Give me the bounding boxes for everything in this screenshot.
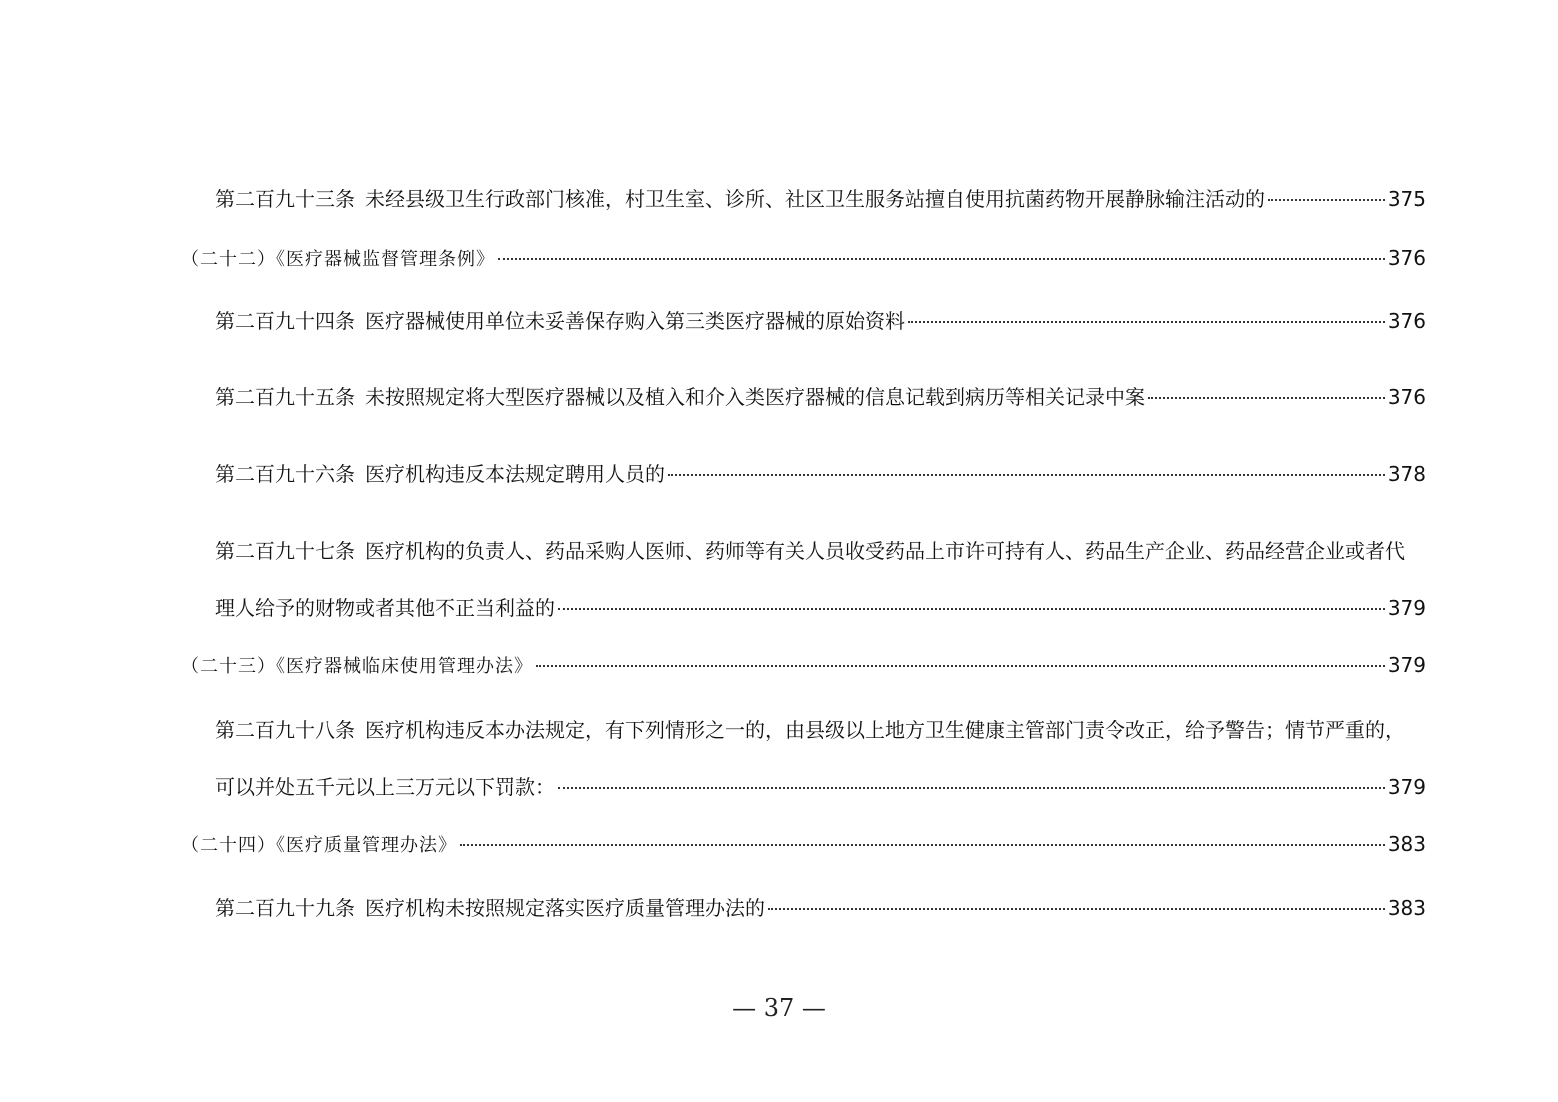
- article-title-line2: 可以并处五千元以上三万元以下罚款：: [215, 775, 555, 799]
- toc-entry-article-295[interactable]: [215, 381, 1426, 410]
- dot-leader: [536, 665, 1385, 667]
- article-label: 第二百九十九条: [215, 896, 355, 920]
- page-ref: 375: [1387, 187, 1426, 211]
- toc-entry-section-23[interactable]: [181, 652, 1426, 678]
- section-title: （二十三）《医疗器械临床使用管理办法》: [181, 656, 533, 677]
- toc-entry-article-298-line1[interactable]: [215, 714, 1426, 743]
- article-label: 第二百九十五条: [215, 385, 355, 409]
- page-ref: 378: [1387, 462, 1426, 486]
- page-ref: 379: [1387, 653, 1426, 677]
- toc-entry-article-298-line2[interactable]: [215, 771, 1426, 800]
- toc-entry-article-297-line2[interactable]: [215, 592, 1426, 621]
- toc-entry-section-22[interactable]: [181, 245, 1426, 271]
- article-title: 未按照规定将大型医疗器械以及植入和介入类医疗器械的信息记载到病历等相关记录中案: [365, 385, 1145, 409]
- article-label: 第二百九十八条: [215, 718, 355, 742]
- article-title: 未经县级卫生行政部门核准，村卫生室、诊所、社区卫生服务站擅自使用抗菌药物开展静脉输注活动的: [365, 187, 1265, 211]
- article-title-line2: 理人给予的财物或者其他不正当利益的: [215, 596, 555, 620]
- toc-entry-text: [215, 458, 665, 487]
- page-ref: 383: [1387, 832, 1426, 856]
- article-title-line1: 医疗机构的负责人、药品采购人医师、药师等有关人员收受药品上市许可持有人、药品生产企业、药品经营企业或者代: [365, 539, 1405, 563]
- section-title: （二十二）《医疗器械监督管理条例》: [181, 249, 495, 270]
- dot-leader: [558, 787, 1385, 789]
- page-number: — 37 —: [732, 994, 826, 1022]
- page-ref: 379: [1387, 596, 1426, 620]
- section-title: （二十四）《医疗质量管理办法》: [181, 835, 457, 856]
- dot-leader: [768, 908, 1385, 910]
- article-title: 医疗器械使用单位未妥善保存购入第三类医疗器械的原始资料: [365, 309, 905, 333]
- page-ref: 376: [1387, 309, 1426, 333]
- article-title: 医疗机构未按照规定落实医疗质量管理办法的: [365, 896, 765, 920]
- dot-leader: [460, 844, 1385, 846]
- toc-entry-article-299[interactable]: [215, 892, 1426, 921]
- dot-leader: [908, 321, 1385, 323]
- page-ref: 383: [1387, 896, 1426, 920]
- article-label: 第二百九十六条: [215, 462, 355, 486]
- toc-entry-text: [215, 892, 765, 921]
- toc-entry-text: [215, 381, 1145, 410]
- toc-entry-article-297-line1[interactable]: [215, 535, 1426, 564]
- dot-leader: [1268, 199, 1385, 201]
- page-ref: 376: [1387, 246, 1426, 270]
- dot-leader: [668, 474, 1385, 476]
- toc-entry-article-293[interactable]: [215, 183, 1426, 212]
- toc-entry-text: [215, 183, 1265, 212]
- toc-entry-article-294[interactable]: [215, 305, 1426, 334]
- article-label: 第二百九十三条: [215, 187, 355, 211]
- dot-leader: [498, 258, 1385, 260]
- toc-entry-text: [215, 305, 905, 334]
- page-ref: 379: [1387, 775, 1426, 799]
- dot-leader: [558, 608, 1385, 610]
- page-ref: 376: [1387, 385, 1426, 409]
- article-title-line1: 医疗机构违反本办法规定，有下列情形之一的，由县级以上地方卫生健康主管部门责令改正，给予警告；情节严重的，: [365, 718, 1405, 742]
- article-label: 第二百九十四条: [215, 309, 355, 333]
- dot-leader: [1148, 397, 1385, 399]
- toc-entry-article-296[interactable]: [215, 458, 1426, 487]
- article-label: 第二百九十七条: [215, 539, 355, 563]
- article-title: 医疗机构违反本法规定聘用人员的: [365, 462, 665, 486]
- toc-entry-section-24[interactable]: [181, 831, 1426, 857]
